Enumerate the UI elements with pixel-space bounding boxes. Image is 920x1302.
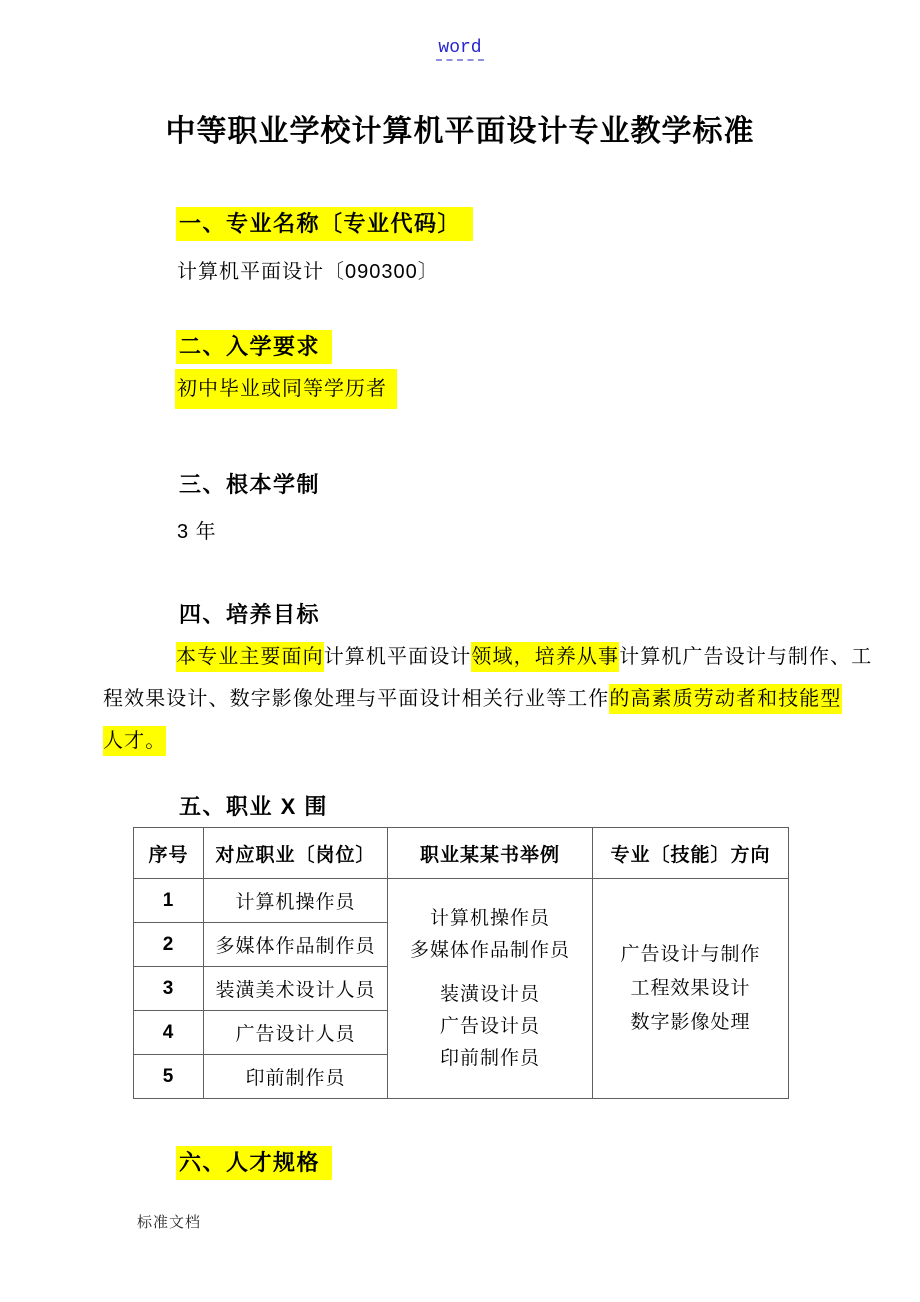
certificate-item: 广告设计员 <box>439 1015 540 1037</box>
skill-direction-cell <box>593 879 789 1099</box>
job-cell: 装潢美术设计人员 <box>204 967 388 1011</box>
page-title: 中等职业学校计算机平面设计专业教学标准 <box>165 115 755 148</box>
highlighted-text: 的高素质劳动者和技能型 <box>609 684 841 714</box>
section-heading-2 <box>176 330 920 364</box>
section-body-1: 计算机平面设计〔090300〕 <box>177 261 439 283</box>
footer-label: 标准文档 <box>137 1215 202 1231</box>
section-heading-6-text: 六、人才规格 <box>176 1146 332 1180</box>
job-cell: 广告设计人员 <box>204 1011 388 1055</box>
col-header-job: 对应职业〔岗位〕 <box>204 828 388 879</box>
row-number: 2 <box>134 923 204 967</box>
direction-item: 广告设计与制作 <box>620 943 761 965</box>
paragraph-line-1 <box>103 636 873 678</box>
header-row <box>0 0 920 62</box>
section-heading-3-text: 三、根本学制 <box>179 472 321 497</box>
highlighted-text: 领域， <box>471 642 534 672</box>
section-heading-1 <box>176 207 920 241</box>
section-heading-4 <box>176 598 920 632</box>
section-heading-4-text: 四、培养目标 <box>179 602 321 627</box>
job-cell: 多媒体作品制作员 <box>204 923 388 967</box>
table-row <box>134 879 789 923</box>
job-cell: 印前制作员 <box>204 1055 388 1099</box>
word-link[interactable]: word <box>436 38 483 61</box>
certificate-item: 印前制作员 <box>439 1047 540 1069</box>
row-number: 1 <box>134 879 204 923</box>
highlighted-text: 本专业主要面向 <box>176 642 324 672</box>
col-header-number: 序号 <box>134 828 204 879</box>
section-heading-2-text: 二、入学要求 <box>176 330 332 364</box>
paragraph-line-3 <box>103 720 848 762</box>
row-number: 5 <box>134 1055 204 1099</box>
section-body-2 <box>177 369 920 409</box>
training-objective-paragraph <box>103 636 873 762</box>
occupation-scope-table <box>133 827 789 1099</box>
section-body-3: 3 年 <box>177 521 217 543</box>
section-heading-5-text: 五、职业 X 围 <box>179 794 328 819</box>
section-heading-3 <box>176 468 920 502</box>
row-number: 3 <box>134 967 204 1011</box>
highlighted-text: 培养从事 <box>535 642 619 672</box>
paragraph-line-2 <box>103 678 848 720</box>
certificates-cell <box>388 879 593 1099</box>
plain-text: 计算机平面设计 <box>323 646 472 668</box>
row-number: 4 <box>134 1011 204 1055</box>
section-heading-1-text: 一、专业名称〔专业代码〕 <box>176 207 473 241</box>
highlighted-text: 人才。 <box>103 726 166 756</box>
direction-item: 工程效果设计 <box>630 977 751 999</box>
plain-text: 计算机广告设计与制作、工 <box>619 646 873 668</box>
job-cell: 计算机操作员 <box>204 879 388 923</box>
certificate-item: 计算机操作员 <box>429 907 550 929</box>
table-header-row <box>134 828 789 879</box>
col-header-certificates: 职业某某书举例 <box>388 828 593 879</box>
certificate-item: 多媒体作品制作员 <box>409 939 570 961</box>
direction-item: 数字影像处理 <box>630 1011 751 1033</box>
section-body-2-text: 初中毕业或同等学历者 <box>175 369 397 409</box>
col-header-direction: 专业〔技能〕方向 <box>593 828 789 879</box>
section-heading-5 <box>176 790 920 824</box>
section-heading-6 <box>176 1146 920 1180</box>
plain-text: 程效果设计、数字影像处理与平面设计相关行业等工作 <box>103 688 610 710</box>
certificate-item: 装潢设计员 <box>439 983 540 1005</box>
